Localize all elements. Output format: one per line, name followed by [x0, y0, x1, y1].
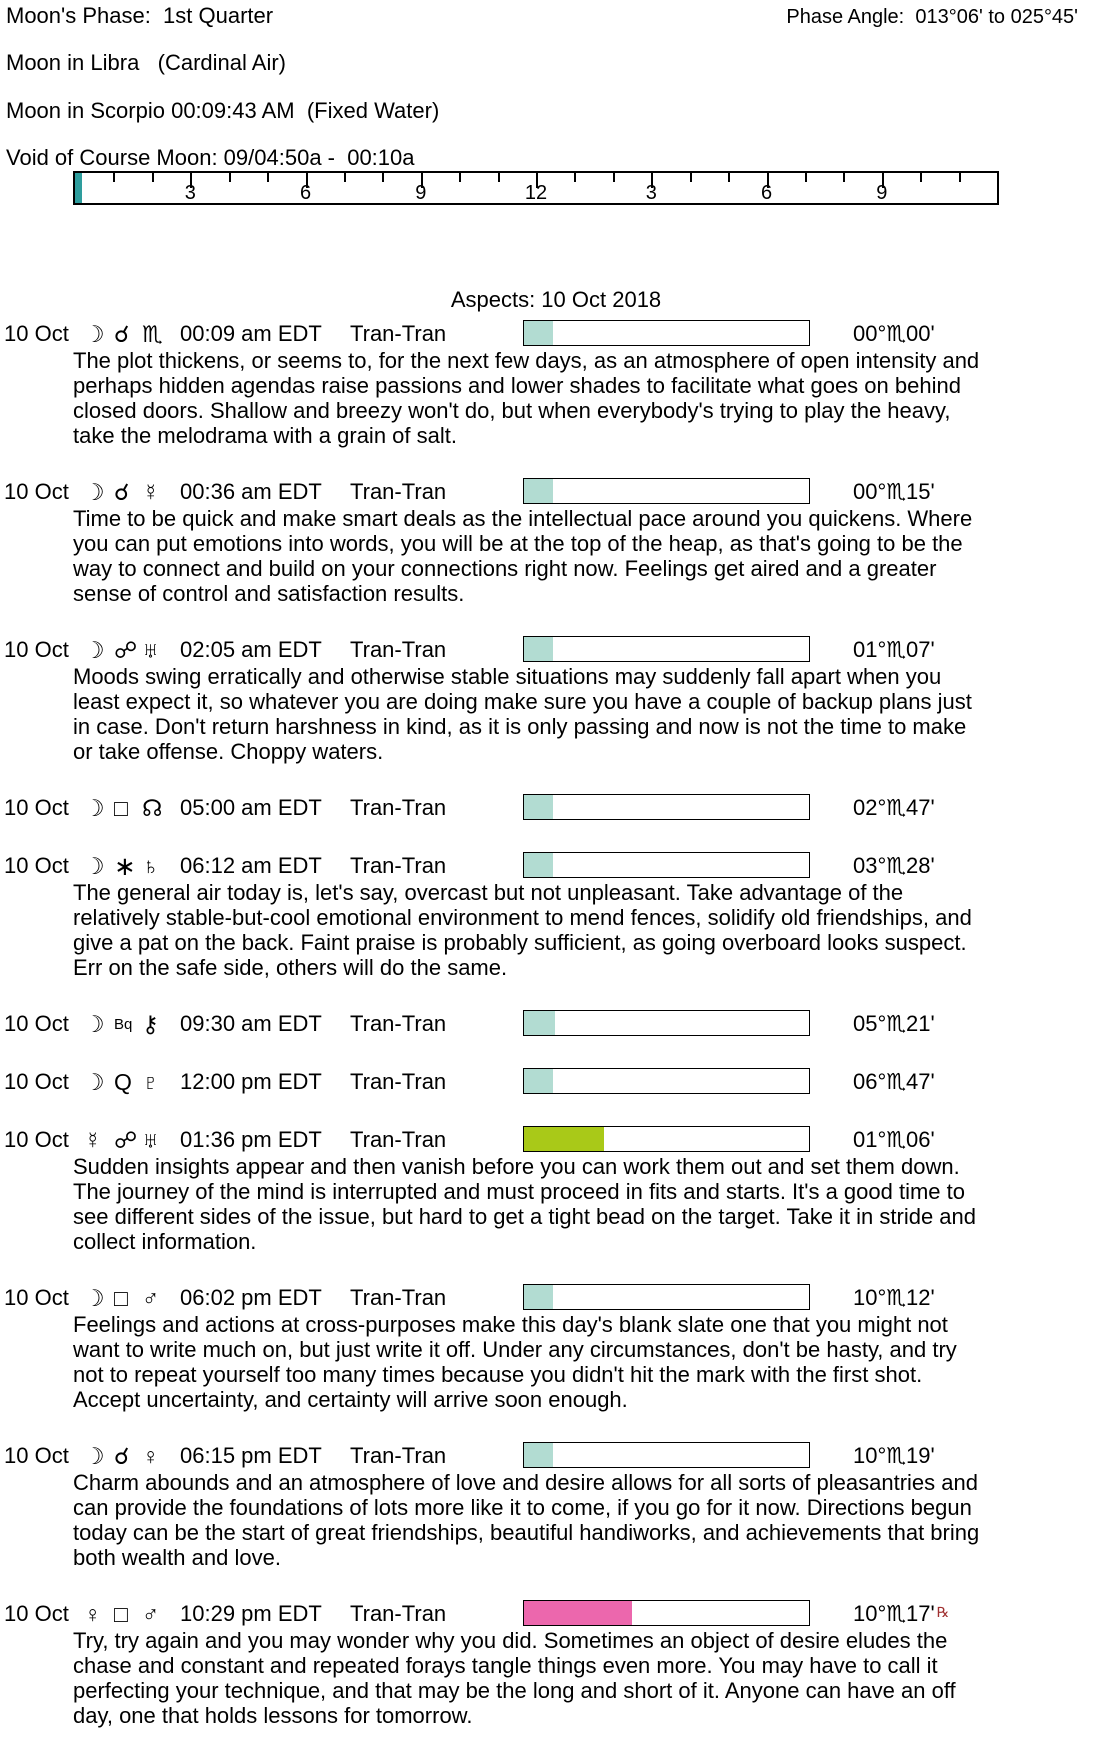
aspect-degree: 02°♏47'	[853, 795, 935, 820]
ruler-tick	[498, 173, 500, 182]
ruler-hour-label: 3	[645, 182, 657, 204]
aspect-type-label: Tran-Tran	[350, 637, 447, 662]
description-line: want to write much on, but just write it off. Under any circumstances, don't be hasty, and try	[73, 1337, 957, 1362]
orb-bar-fill	[524, 479, 553, 503]
ruler-tick	[613, 173, 615, 182]
ruler-hour-label: 6	[299, 182, 312, 204]
orb-bar	[523, 1010, 810, 1036]
body2-glyph: ♇	[142, 1069, 160, 1095]
body2-glyph: ♅	[142, 1127, 160, 1153]
aspect-glyph: ☌	[114, 1443, 130, 1469]
aspect-block	[0, 1442, 1112, 1570]
ruler-tick	[959, 173, 961, 182]
aspect-block	[0, 1010, 1112, 1038]
description-line: take the melodrama with a grain of salt.	[73, 423, 457, 448]
aspect-glyph: ☌	[114, 321, 130, 347]
body2-glyph: ☿	[142, 479, 160, 505]
aspect-time: 01:36 pm EDT	[180, 1127, 322, 1152]
aspect-degree: 03°♏28'	[853, 853, 935, 878]
orb-bar-fill	[524, 1127, 604, 1151]
description-line: Err on the safe side, others will do the same.	[73, 955, 508, 980]
body1-glyph: ♀	[84, 1601, 102, 1627]
aspect-description	[73, 1628, 1112, 1728]
orb-bar	[523, 1068, 810, 1094]
aspect-type-label: Tran-Tran	[350, 1285, 447, 1310]
ruler-tick	[229, 173, 231, 182]
ruler-tick	[382, 173, 384, 182]
ruler-tick	[690, 173, 692, 182]
description-line: closed doors. Shallow and breezy won't do, but when everybody's trying to play the heavy,	[73, 398, 951, 423]
aspect-date: 10 Oct	[4, 1011, 69, 1036]
aspect-time: 00:09 am EDT	[180, 321, 322, 346]
ruler-hour-label: 9	[415, 182, 427, 204]
description-line: can provide the foundations of lots more like it to come, if you go for it now. Directions begun	[73, 1495, 972, 1520]
aspect-glyph: ☍	[114, 637, 138, 663]
moon-in-libra-text: Moon in Libra (Cardinal Air)	[6, 50, 287, 75]
description-line: The general air today is, let's say, overcast but not unpleasant. Take advantage of the	[73, 880, 904, 905]
aspect-description	[73, 348, 1112, 448]
aspect-date: 10 Oct	[4, 321, 69, 346]
aspect-date: 10 Oct	[4, 1069, 69, 1094]
ruler-tick	[843, 173, 845, 182]
orb-bar-fill	[524, 853, 553, 877]
aspect-glyph: □	[114, 1601, 128, 1627]
aspect-row	[0, 1442, 1112, 1470]
orb-bar-fill	[524, 1601, 632, 1625]
header-section	[0, 0, 1112, 320]
aspect-block	[0, 1284, 1112, 1412]
aspect-glyph: ☍	[114, 1127, 138, 1153]
body1-glyph: ☽	[84, 637, 105, 663]
description-line: The journey of the mind is interrupted and must proceed in fits and starts. It's a good time to	[73, 1179, 965, 1204]
aspect-row	[0, 1126, 1112, 1154]
aspect-degree: 01°♏07'	[853, 637, 935, 662]
body1-glyph: ☽	[84, 795, 105, 821]
aspect-time: 05:00 am EDT	[180, 795, 322, 820]
aspect-description	[73, 1312, 1112, 1412]
aspect-block	[0, 1126, 1112, 1254]
aspect-block	[0, 636, 1112, 764]
void-of-course-text: Void of Course Moon: 09/04:50a - 00:10a	[6, 145, 415, 170]
aspect-row	[0, 1600, 1112, 1628]
body2-glyph: ♂	[142, 1601, 160, 1627]
aspect-block	[0, 1600, 1112, 1728]
aspect-row	[0, 1068, 1112, 1096]
description-line: Time to be quick and make smart deals as the intellectual pace around you quickens. Where	[73, 506, 973, 531]
aspect-time: 09:30 am EDT	[180, 1011, 322, 1036]
body2-glyph: ♂	[142, 1285, 160, 1311]
description-line: Moods swing erratically and otherwise stable situations may suddenly fall apart when you	[73, 664, 942, 689]
aspect-description	[73, 664, 1112, 764]
aspect-degree: 00°♏00'	[853, 321, 935, 346]
aspect-glyph: □	[114, 1285, 128, 1311]
aspect-degree: 10°♏19'	[853, 1443, 935, 1468]
ruler-tick	[267, 173, 269, 182]
aspect-degree: 05°♏21'	[853, 1011, 935, 1036]
aspect-degree: 10°♏12'	[853, 1285, 935, 1310]
aspect-row	[0, 1010, 1112, 1038]
aspect-time: 06:15 pm EDT	[180, 1443, 322, 1468]
ruler	[73, 171, 999, 205]
body2-glyph: ♏	[142, 321, 163, 347]
body1-glyph: ☽	[84, 479, 105, 505]
aspect-date: 10 Oct	[4, 479, 69, 504]
description-line: both wealth and love.	[73, 1545, 281, 1570]
aspect-degree: 01°♏06'	[853, 1127, 935, 1152]
aspect-date: 10 Oct	[4, 1285, 69, 1310]
aspect-type-label: Tran-Tran	[350, 1069, 447, 1094]
ruler-hour-label: 3	[184, 182, 196, 204]
description-line: Charm abounds and an atmosphere of love and desire allows for all sorts of pleasantries and	[73, 1470, 978, 1495]
orb-bar	[523, 1126, 810, 1152]
orb-bar	[523, 320, 810, 346]
aspect-row	[0, 478, 1112, 506]
orb-bar	[523, 478, 810, 504]
aspect-degree: 06°♏47'	[853, 1069, 935, 1094]
aspect-date: 10 Oct	[4, 795, 69, 820]
body1-glyph: ☽	[84, 321, 105, 347]
body1-glyph: ☽	[84, 1069, 105, 1095]
body2-glyph: ♀	[142, 1443, 160, 1469]
aspect-degree: 00°♏15'	[853, 479, 935, 504]
description-line: least expect it, so whatever you are doing make sure you have a couple of backup plans just	[73, 689, 972, 714]
body2-glyph: ☊	[142, 795, 163, 821]
aspect-time: 06:02 pm EDT	[180, 1285, 322, 1310]
body1-glyph: ☿	[84, 1127, 102, 1153]
aspect-block	[0, 320, 1112, 448]
aspect-block	[0, 1068, 1112, 1096]
description-line: The plot thickens, or seems to, for the next few days, as an atmosphere of open intensity and	[73, 348, 980, 373]
orb-bar-fill	[524, 1443, 553, 1467]
description-line: Accept uncertainty, and certainty will arrive soon enough.	[73, 1387, 628, 1412]
ruler-hour-label: 6	[760, 182, 773, 204]
aspect-description	[73, 880, 1112, 980]
description-line: relatively stable-but-cool emotional environment to mend fences, solidify old friendships, and	[73, 905, 972, 930]
aspect-time: 02:05 am EDT	[180, 637, 322, 662]
aspect-rows	[0, 320, 1112, 1758]
aspect-glyph: □	[114, 795, 128, 821]
moons-phase-text: Moon's Phase: 1st Quarter	[6, 3, 274, 28]
aspect-block	[0, 794, 1112, 822]
body1-glyph: ☽	[84, 1285, 105, 1311]
orb-bar-fill	[524, 321, 553, 345]
orb-bar	[523, 1600, 810, 1626]
orb-bar-fill	[524, 1011, 555, 1035]
ruler-tick	[459, 173, 461, 182]
aspect-date: 10 Oct	[4, 1601, 69, 1626]
aspect-type-label: Tran-Tran	[350, 1601, 447, 1626]
orb-bar	[523, 636, 810, 662]
aspects-title: Aspects: 10 Oct 2018	[450, 287, 662, 312]
aspect-description	[73, 1154, 1112, 1254]
aspect-type-label: Tran-Tran	[350, 321, 447, 346]
body2-glyph: ♄	[142, 853, 160, 879]
aspect-time: 12:00 pm EDT	[180, 1069, 322, 1094]
description-line: today can be the start of great friendships, beautiful handiworks, and achievements that bring	[73, 1520, 980, 1545]
orb-bar	[523, 852, 810, 878]
aspect-row	[0, 636, 1112, 664]
body1-glyph: ☽	[84, 1443, 105, 1469]
aspect-block	[0, 478, 1112, 606]
aspect-glyph: Bq	[114, 1016, 133, 1033]
phase-angle-text: Phase Angle: 013°06' to 025°45'	[786, 6, 1078, 28]
ruler-hour-label: 9	[876, 182, 888, 204]
aspect-date: 10 Oct	[4, 853, 69, 878]
description-line: Sudden insights appear and then vanish before you can work them out and set them down.	[73, 1154, 960, 1179]
body2-glyph: ⚷	[142, 1011, 159, 1037]
description-line: perhaps hidden agendas raise passions and lower shades to facilitate what goes on behind	[73, 373, 961, 398]
aspect-row	[0, 794, 1112, 822]
description-line: give a pat on the back. Faint praise is probably sufficient, as going overboard looks suspect.	[73, 930, 967, 955]
aspect-type-label: Tran-Tran	[350, 853, 447, 878]
description-line: or take offense. Choppy waters.	[73, 739, 384, 764]
orb-bar-fill	[524, 1285, 553, 1309]
ruler-tick	[805, 173, 807, 182]
aspect-date: 10 Oct	[4, 1443, 69, 1468]
aspect-row	[0, 1284, 1112, 1312]
orb-bar	[523, 794, 810, 820]
aspect-description	[73, 1470, 1112, 1570]
ruler-tick	[344, 173, 346, 182]
description-line: see different sides of the issue, but hard to get a tight bead on the target. Take it in stride and	[73, 1204, 976, 1229]
description-line: collect information.	[73, 1229, 257, 1254]
aspect-row	[0, 320, 1112, 348]
description-line: Feelings and actions at cross-purposes make this day's blank slate one that you might not	[73, 1312, 948, 1337]
description-line: Try, try again and you may wonder why you did. Sometimes an object of desire eludes the	[73, 1628, 948, 1653]
aspect-date: 10 Oct	[4, 637, 69, 662]
ruler-tick	[728, 173, 730, 182]
description-line: day, one that holds lessons for tomorrow.	[73, 1703, 473, 1728]
ruler-tick	[920, 173, 922, 182]
aspect-degree: 10°♏17' ℞	[853, 1601, 950, 1626]
aspect-type-label: Tran-Tran	[350, 795, 447, 820]
body1-glyph: ☽	[84, 853, 105, 879]
ruler-tick	[113, 173, 115, 182]
aspect-description	[73, 506, 1112, 606]
orb-bar-fill	[524, 795, 553, 819]
aspect-type-label: Tran-Tran	[350, 1127, 447, 1152]
aspect-type-label: Tran-Tran	[350, 1443, 447, 1468]
description-line: in case. Don't return harshness in kind, as it is only passing and now is not the time to make	[73, 714, 967, 739]
aspect-glyph: Q	[114, 1069, 132, 1095]
aspect-row	[0, 852, 1112, 880]
description-line: perfecting your technique, and that may be the long and short of it. Anyone can have an off	[73, 1678, 956, 1703]
moon-in-scorpio-text: Moon in Scorpio 00:09:43 AM (Fixed Water)	[6, 98, 440, 123]
aspect-glyph: ∗	[114, 851, 136, 881]
orb-bar-fill	[524, 637, 553, 661]
orb-bar	[523, 1442, 810, 1468]
aspect-type-label: Tran-Tran	[350, 1011, 447, 1036]
aspect-type-label: Tran-Tran	[350, 479, 447, 504]
description-line: you can put emotions into words, you will be at the top of the heap, as that's going to be the	[73, 531, 963, 556]
orb-bar	[523, 1284, 810, 1310]
aspect-glyph: ☌	[114, 479, 130, 505]
ruler-tick	[152, 173, 154, 182]
ruler-tick	[574, 173, 576, 182]
description-line: sense of control and satisfaction results.	[73, 581, 465, 606]
aspect-time: 10:29 pm EDT	[180, 1601, 322, 1626]
body2-glyph: ♅	[142, 637, 160, 663]
body1-glyph: ☽	[84, 1011, 105, 1037]
orb-bar-fill	[524, 1069, 553, 1093]
aspect-date: 10 Oct	[4, 1127, 69, 1152]
retrograde-symbol: ℞	[936, 1604, 950, 1620]
aspect-time: 06:12 am EDT	[180, 853, 322, 878]
description-line: way to connect and build on your connections right now. Feelings get aired and a greater	[73, 556, 937, 581]
description-line: chase and constant and repeated forays tangle things even more. You may have to call it	[73, 1653, 938, 1678]
aspect-time: 00:36 am EDT	[180, 479, 322, 504]
ruler-hour-label: 12	[524, 182, 548, 204]
description-line: not to repeat yourself too many times because you didn't hit the mark with the first shot.	[73, 1362, 923, 1387]
void-moon-marker	[75, 173, 82, 203]
aspect-block	[0, 852, 1112, 980]
